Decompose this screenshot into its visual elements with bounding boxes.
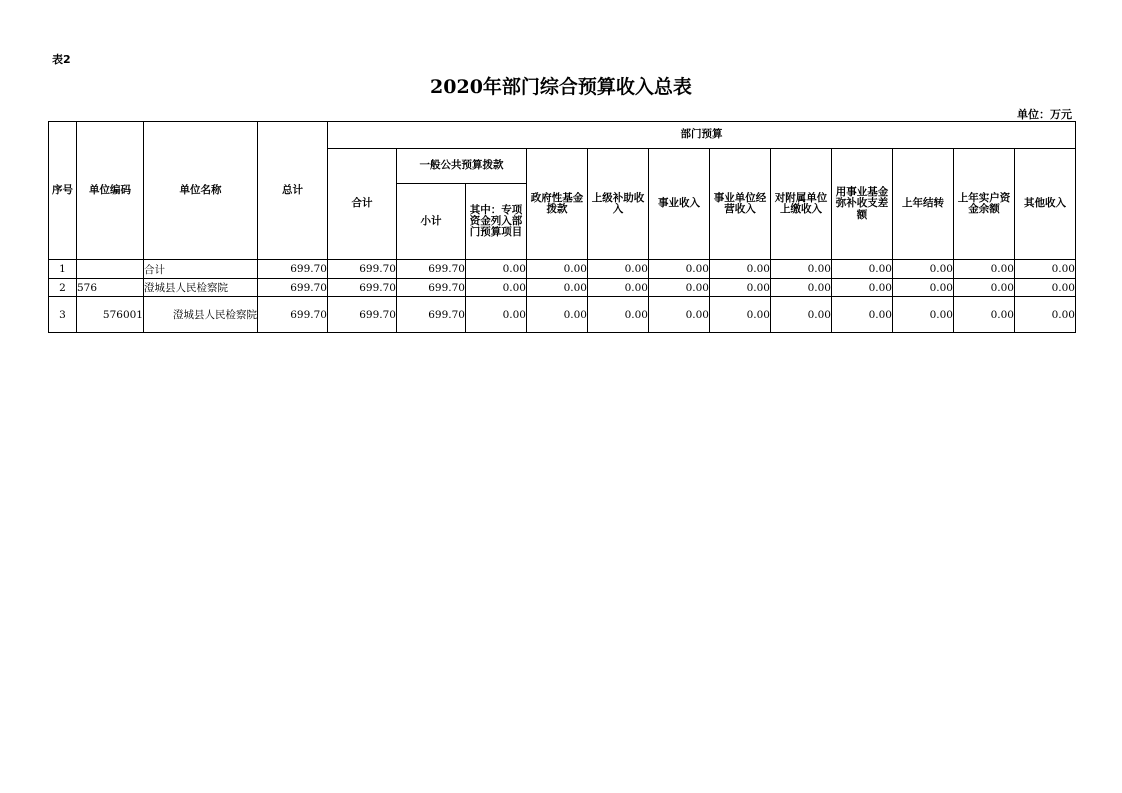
cell-value: 0.00 (649, 260, 710, 279)
header-last-year-carry-label: 上年结转 (902, 197, 944, 210)
header-gov-fund (527, 149, 588, 260)
cell-value: 699.70 (328, 260, 397, 279)
cell-name: 澄城县人民检察院 (144, 297, 258, 333)
header-superior-subsidy (588, 149, 649, 260)
header-affiliated-income-label: 对附属单位上缴收入 (774, 191, 828, 215)
cell-code (77, 260, 144, 279)
cell-value: 699.70 (397, 260, 466, 279)
cell-value: 0.00 (771, 279, 832, 297)
header-business-income-label: 事业收入 (658, 197, 700, 210)
table-row (49, 297, 1076, 333)
header-affiliated-income (771, 149, 832, 260)
cell-value: 0.00 (649, 297, 710, 333)
cell-value: 0.00 (832, 260, 893, 279)
header-business-fund (832, 149, 893, 260)
table-row (49, 260, 1076, 279)
cell-value: 0.00 (771, 297, 832, 333)
header-other-income (1015, 149, 1076, 260)
header-unit-name: 单位名称 (144, 122, 258, 260)
cell-name: 合计 (144, 260, 258, 279)
cell-value: 699.70 (397, 279, 466, 297)
header-superior-subsidy-label: 上级补助收入 (591, 191, 645, 215)
cell-value: 0.00 (710, 297, 771, 333)
cell-value: 0.00 (1015, 260, 1076, 279)
header-unit-code: 单位编码 (77, 122, 144, 260)
cell-value: 0.00 (954, 297, 1015, 333)
cell-value: 0.00 (588, 297, 649, 333)
cell-value: 0.00 (710, 279, 771, 297)
cell-value: 0.00 (954, 260, 1015, 279)
cell-value: 699.70 (258, 297, 328, 333)
table-number-label: 表2 (52, 53, 71, 66)
header-special-note-label: 其中：专项资金列入部门预算项目 (469, 203, 523, 238)
header-other-income-label: 其他收入 (1024, 197, 1066, 210)
header-business-fund-label: 用事业基金弥补收支差额 (835, 186, 889, 221)
cell-value: 0.00 (832, 297, 893, 333)
table-row (49, 279, 1076, 297)
cell-value: 699.70 (397, 297, 466, 333)
cell-code: 576 (77, 279, 144, 297)
cell-name: 澄城县人民检察院 (144, 279, 258, 297)
cell-value: 699.70 (328, 297, 397, 333)
cell-value: 0.00 (466, 279, 527, 297)
header-business-operation (710, 149, 771, 260)
cell-value: 0.00 (588, 279, 649, 297)
cell-value: 0.00 (527, 279, 588, 297)
cell-seq: 3 (49, 297, 77, 333)
page-title: 2020年部门综合预算收入总表 (430, 76, 692, 98)
header-last-year-balance-label: 上年实户资金余额 (957, 191, 1011, 215)
header-gov-fund-label: 政府性基金拨款 (530, 191, 584, 215)
cell-value: 0.00 (832, 279, 893, 297)
header-seq: 序号 (49, 122, 77, 260)
cell-value: 0.00 (954, 279, 1015, 297)
cell-value: 0.00 (1015, 279, 1076, 297)
header-business-income (649, 149, 710, 260)
cell-value: 0.00 (466, 297, 527, 333)
cell-value: 0.00 (771, 260, 832, 279)
cell-value: 0.00 (649, 279, 710, 297)
header-business-operation-label: 事业单位经营收入 (713, 191, 767, 215)
cell-value: 0.00 (893, 297, 954, 333)
header-last-year-carry (893, 149, 954, 260)
cell-value: 0.00 (527, 260, 588, 279)
cell-value: 0.00 (466, 260, 527, 279)
header-last-year-balance (954, 149, 1015, 260)
cell-value: 699.70 (258, 279, 328, 297)
cell-value: 0.00 (893, 260, 954, 279)
cell-value: 0.00 (1015, 297, 1076, 333)
cell-value: 0.00 (527, 297, 588, 333)
header-subtotal: 小计 (397, 184, 466, 260)
header-sum: 合计 (328, 149, 397, 260)
cell-value: 699.70 (258, 260, 328, 279)
cell-seq: 1 (49, 260, 77, 279)
budget-table (48, 121, 1076, 333)
header-special-note (466, 184, 527, 260)
header-dept-budget: 部门预算 (328, 122, 1076, 149)
header-general-public: 一般公共预算拨款 (397, 149, 527, 184)
cell-seq: 2 (49, 279, 77, 297)
cell-value: 699.70 (328, 279, 397, 297)
header-total: 总计 (258, 122, 328, 260)
cell-value: 0.00 (588, 260, 649, 279)
cell-value: 0.00 (710, 260, 771, 279)
cell-code: 576001 (77, 297, 144, 333)
unit-label: 单位：万元 (1017, 108, 1072, 121)
cell-value: 0.00 (893, 279, 954, 297)
